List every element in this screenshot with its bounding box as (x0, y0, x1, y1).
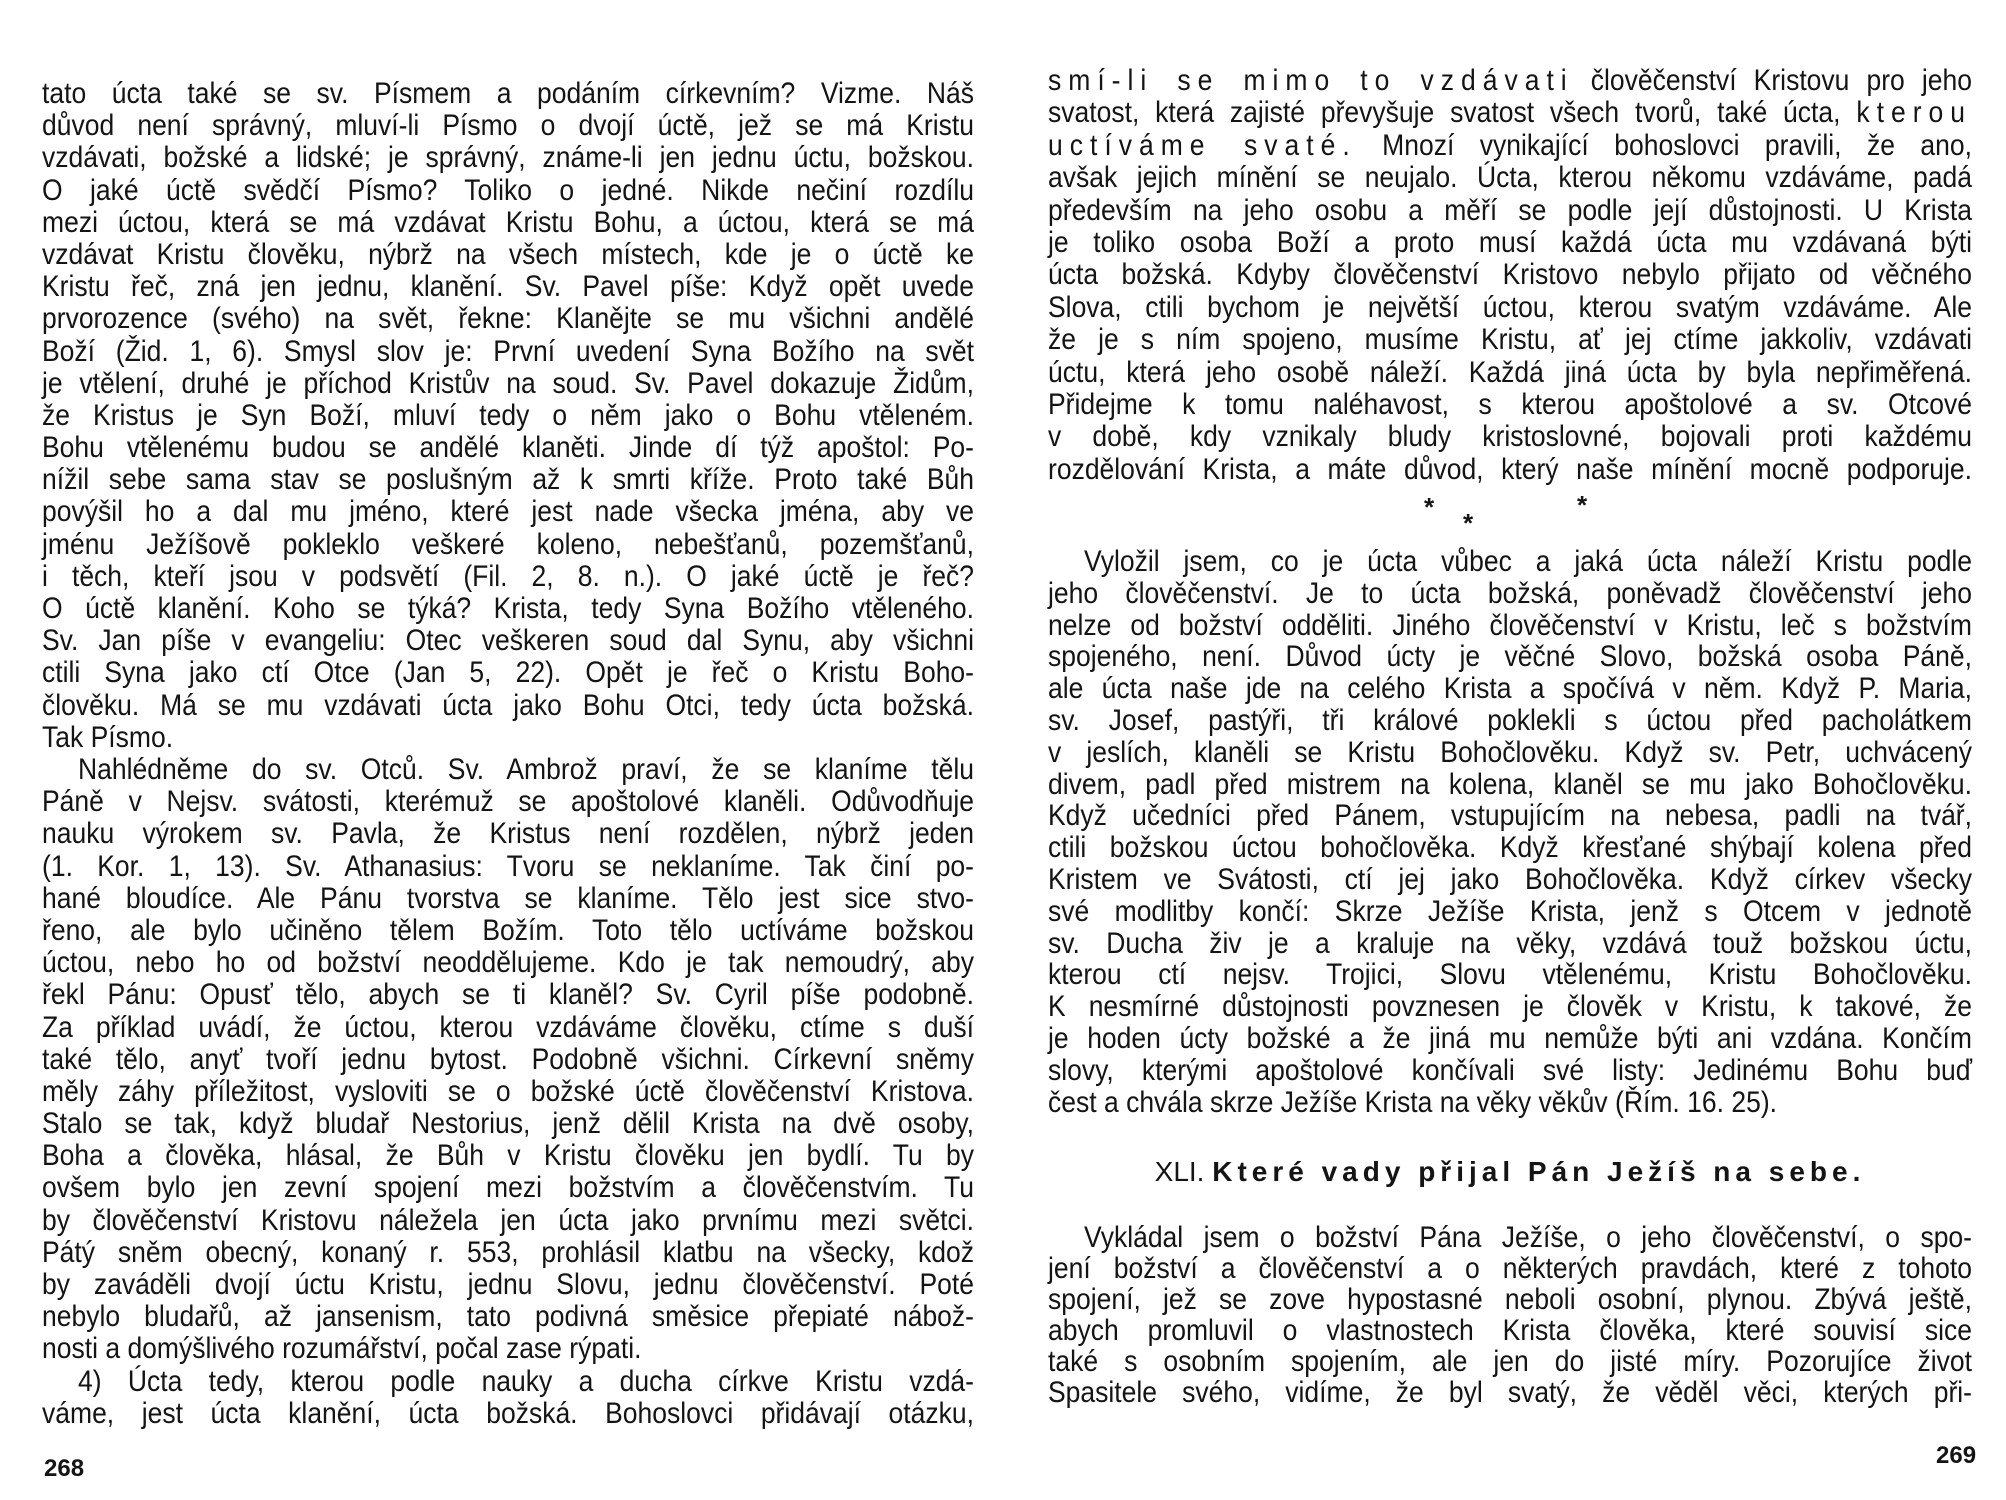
text-line: Pátý sněm obecný, konaný r. 553, prohlásil klatbu na všecky, kdož (42, 1235, 974, 1269)
text-line: Stalo se tak, když bludař Nestorius, jenž dělil Krista na dvě osoby, (42, 1106, 974, 1140)
text-line: také s osobním spojením, ale jen do jisté míry. Pozorujíce život (1048, 1344, 1972, 1378)
text-line: by zaváděli dvojí úctu Kristu, jednu Slovu, jednu člověčenství. Poté (42, 1267, 974, 1301)
text-line: měly záhy příležitost, vysloviti se o božské úctě člověčenství Kristova. (42, 1074, 974, 1108)
text-line: úctou, nebo ho od božství neoddělujeme. Kdo je tak nemoudrý, aby (42, 945, 974, 979)
text-line: vzdávati, božské a lidské; je správný, známe-li jen jednu úctu, božskou. (42, 140, 974, 175)
chapter-title: Které vady přijal Pán Ježíš na sebe. (1212, 1156, 1866, 1187)
text-line: Páně v Nejsv. svátosti, kterémuž se apoštolové klaněli. Odůvodňuje (42, 784, 974, 818)
text-line: Kristem ve Svátosti, ctí jej jako Bohočlověka. Když církev všecky (1048, 862, 1972, 896)
text-line: vzdávat Kristu člověku, nýbrž na všech místech, kde je o úctě ke (42, 237, 974, 271)
text-line: své modlitby končí: Skrze Ježíše Krista, jenž s Otcem v jednotě (1048, 893, 1972, 928)
text-line: je vtělení, druhé je příchod Kristův na soud. Sv. Pavel dokazuje Židům, (42, 365, 974, 400)
text-line: jení božství a člověčenství a o některých pravdách, které z tohoto (1048, 1251, 1972, 1285)
text-segment: Mnozí vynikající bohoslovci pravili, že ano, (1356, 127, 1973, 162)
text-line (1048, 94, 1972, 130)
text-line: v jeslích, klaněli se Kristu Bohočlověku. Když sv. Petr, uchvácený (1048, 734, 1972, 769)
paragraph (42, 77, 974, 753)
text-line: úctu, která jeho osobě náleží. Každá jiná úcta by byla nepřiměřená. (1048, 354, 1972, 389)
text-line: spojeného, není. Důvod úcty je věčné Slovo, božská osoba Páně, (1048, 639, 1972, 674)
paragraph (1048, 1222, 1972, 1408)
text-line: i těch, kteří jsou v podsvětí (Fil. 2, 8. n.). O jaké úctě je řeč? (42, 559, 974, 593)
text-line: kterou ctí nejsv. Trojici, Slovu vtělenému, Kristu Bohočlověku. (1048, 957, 1972, 992)
text-line: je hoden úcty božské a že jiná mu nemůže býti ani vzdána. Končím (1048, 1021, 1972, 1055)
text-line: ctili Syna jako ctí Otce (Jan 5, 22). Opět je řeč o Kristu Boho- (42, 655, 974, 690)
paragraph (42, 753, 974, 1365)
text-line: (1. Kor. 1, 13). Sv. Athanasius: Tvoru se neklaníme. Tak činí po- (42, 848, 974, 883)
section-separator-asterisk: * (1424, 492, 1435, 522)
text-line: Bohu vtělenému budou se andělé klaněti. Jinde dí týž apoštol: Po- (42, 430, 974, 464)
section-separator-asterisk: * (1463, 508, 1474, 538)
text-line: důvod není správný, mluví-li Písmo o dvojí úctě, jež se má Kristu (42, 108, 974, 142)
text-line: povýšil ho a dal mu jméno, které jest nade všecka jména, aby ve (42, 494, 974, 529)
text-line: Vykládal jsem o božství Pána Ježíše, o jeho člověčenství, o spo- (1084, 1220, 1972, 1254)
text-line: sv. Ducha živ je a kraluje na věky, vzdává touž božskou úctu, (1048, 925, 1972, 960)
text-segment: svatost, která zajisté převyšuje svatost všech tvorů, také úcta, (1048, 95, 1857, 130)
text-line: řeno, ale bylo učiněno tělem Božím. Toto tělo uctíváme božskou (42, 913, 974, 947)
text-line: Přidejme k tomu naléhavost, s kterou apoštolové a sv. Otcové (1048, 387, 1972, 421)
text-line: hané bloudíce. Ale Pánu tvorstva se klaníme. Tělo jest sice stvo- (42, 880, 974, 915)
text-line: Slova, ctili bychom je největší úctou, kterou svatým vzdáváme. Ale (1048, 289, 1972, 324)
page-number-left: 268 (44, 1455, 85, 1482)
spaced-emphasis-text: uctíváme svaté. (1048, 127, 1357, 162)
text-line: Spasitele svého, vidíme, že byl svatý, že věděl věci, kterých při- (1048, 1375, 1972, 1409)
text-line: avšak jejich mínění se neujalo. Úcta, kterou někomu vzdáváme, padá (1048, 160, 1972, 194)
text-line: spojení, jež se zove hypostasné neboli osobní, plynou. Zbývá ještě, (1048, 1282, 1972, 1316)
text-line: nelze od božství odděliti. Jiného člověčenství v Kristu, leč s božstvím (1048, 607, 1972, 642)
text-line: Tak Písmo. (42, 719, 174, 754)
text-line: v době, kdy vznikaly bludy kristoslovné, bojovali proti každému (1048, 419, 1972, 454)
text-line: také tělo, anyť tvoří jednu bytost. Podobně všichni. Církevní sněmy (42, 1041, 974, 1076)
text-line: Za příklad uvádí, že úctou, kterou vzdáváme člověku, ctíme s duší (42, 1009, 974, 1044)
text-line: O jaké úctě svědčí Písmo? Toliko o jedné. Nikde nečiní rozdílu (42, 172, 974, 207)
text-line: váme, jest úcta klanění, úcta božská. Bohoslovci přidávají otázku, (42, 1396, 974, 1430)
spaced-emphasis-text: smí-li se mimo to vzdávati (1048, 63, 1574, 97)
text-line: že Kristus je Syn Boží, mluví tedy o něm jako o Bohu vtěleném. (42, 398, 974, 432)
chapter-heading (1048, 1156, 1972, 1188)
text-line: úcta božská. Kdyby člověčenství Kristovo nebylo přijato od věčného (1048, 257, 1972, 292)
text-line: tato úcta také se sv. Písmem a podáním církevním? Vizme. Náš (42, 76, 974, 110)
text-line: čest a chvála skrze Ježíše Krista na věky věkův (Řím. 16. 25). (1048, 1084, 1778, 1119)
text-line: slovy, kterými apoštolové končívali své listy: Jedinému Bohu buď (1048, 1052, 1972, 1087)
text-line: ctili božskou úctou bohočlověka. Když křesťané shýbají kolena před (1048, 830, 1972, 864)
text-line: Když učedníci před Pánem, vstupujícím na nebesa, padli na tvář, (1048, 798, 1972, 833)
text-line: O úctě klanění. Koho se týká? Krista, tedy Syna Božího vtěleného. (42, 591, 974, 625)
text-line: Boha a člověka, hlásal, že Bůh v Kristu člověku jen bydlí. Tu by (42, 1138, 974, 1173)
paragraph (1048, 64, 1972, 485)
section-separator-asterisk: * (1577, 490, 1588, 520)
text-line: Sv. Jan píše v evangeliu: Otec veškeren soud dal Synu, aby všichni (42, 623, 974, 657)
text-line (1048, 62, 1972, 98)
text-line: rozdělování Krista, a máte důvod, který naše mínění mocně podporuje. (1048, 451, 1972, 486)
text-line: řekl Pánu: Opusť tělo, abych se ti klaněl? Sv. Cyril píše podobně. (42, 977, 974, 1012)
text-line: především na jeho osobu a měří se podle její důstojnosti. U Krista (1048, 192, 1972, 227)
text-line: 4) Úcta tedy, kterou podle nauky a ducha církve Kristu vzdá- (78, 1364, 974, 1398)
text-line: K nesmírné důstojnosti povznesen je člověk v Kristu, k takové, že (1048, 989, 1972, 1023)
chapter-number: XLI. (1154, 1156, 1205, 1187)
text-line: ale úcta naše jde na celého Krista a spočívá v něm. Když P. Maria, (1048, 671, 1972, 705)
paragraph (42, 1365, 974, 1429)
page-number-right: 269 (1936, 1442, 1977, 1469)
spaced-emphasis-text: kterou (1856, 95, 1972, 130)
text-line: Vyložil jsem, co je úcta vůbec a jaká úcta náleží Kristu podle (1084, 544, 1972, 578)
text-line: divem, padl před mistrem na kolena, klaněl se mu jako Bohočlověku. (1048, 766, 1972, 801)
text-line: nosti a domýšlivého rozumářství, počal zase rýpati. (42, 1331, 642, 1366)
paragraph (1048, 546, 1972, 1118)
text-line: nebylo bludařů, až jansenism, tato podivná směsice přepiaté nábož- (42, 1299, 974, 1333)
text-line (1048, 127, 1972, 163)
text-line: Kristu řeč, zná jen jednu, klanění. Sv. Pavel píše: Když opět uvede (42, 269, 974, 303)
text-line: člověku. Má se mu vzdávati úcta jako Bohu Otci, tedy úcta božská. (42, 687, 974, 722)
text-line: nauku výrokem sv. Pavla, že Kristus není rozdělen, nýbrž jeden (42, 816, 974, 851)
text-line: Boží (Žid. 1, 6). Smysl slov je: První uvedení Syna Božího na svět (42, 333, 974, 368)
text-line: mezi úctou, která se má vzdávat Kristu Bohu, a úctou, která se má (42, 204, 974, 239)
text-line: ovšem bylo jen zevní spojení mezi božstvím a člověčenstvím. Tu (42, 1170, 974, 1205)
text-line: jménu Ježíšově pokleklo veškeré koleno, nebešťanů, pozemšťanů, (42, 526, 974, 561)
text-line: abych promluvil o vlastnostech Krista člověka, které souvisí sice (1048, 1313, 1972, 1347)
text-segment: člověčenství Kristovu pro jeho (1573, 63, 1972, 97)
text-line: by člověčenství Kristovu náležela jen úcta jako prvnímu mezi světci. (42, 1202, 974, 1237)
text-line: že je s ním spojeno, musíme Kristu, ať jej ctíme jakkoliv, vzdávati (1048, 322, 1972, 356)
text-line: je toliko osoba Boží a proto musí každá úcta mu vzdávaná býti (1048, 225, 1972, 259)
text-line: prvorozence (svého) na svět, řekne: Klanějte se mu všichni andělé (42, 301, 974, 336)
text-line: sv. Josef, pastýři, tři králové poklekli s úctou před pacholátkem (1048, 703, 1972, 737)
text-line: Nahlédněme do sv. Otců. Sv. Ambrož praví, že se klaníme tělu (78, 752, 974, 786)
text-line: nížil sebe sama stav se poslušným až k smrti kříže. Proto také Bůh (42, 462, 974, 497)
text-line: jeho člověčenství. Je to úcta božská, poněvadž člověčenství jeho (1048, 575, 1972, 610)
